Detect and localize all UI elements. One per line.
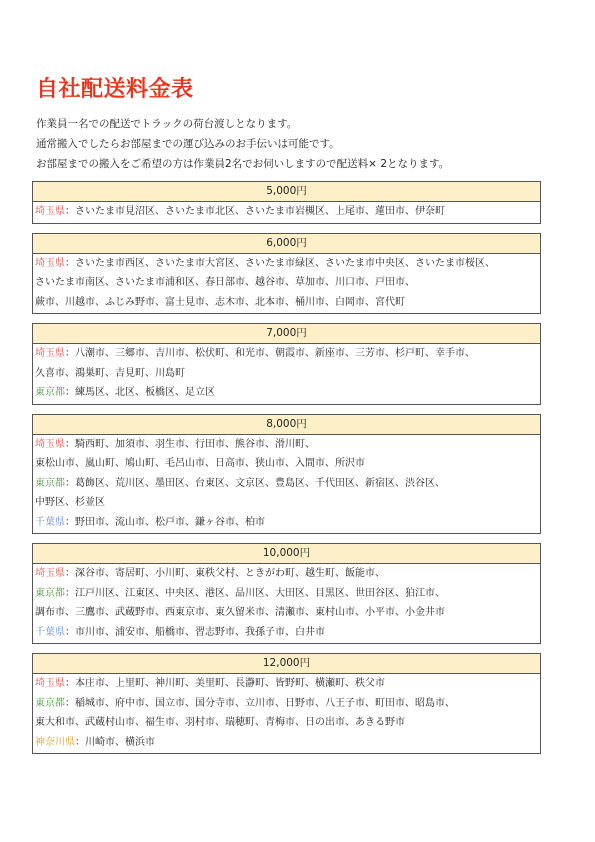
prefecture-label: 千葉県	[35, 626, 65, 638]
area-row	[35, 733, 540, 753]
city-list: ：さいたま市西区、さいたま市大宮区、さいたま市緑区、さいたま市中央区、さいたま市桜区、	[65, 257, 495, 269]
rate-tier-table	[32, 233, 541, 315]
city-list: ：葛飾区、荒川区、墨田区、台東区、文京区、豊島区、千代田区、新宿区、渋谷区、	[65, 477, 445, 489]
page-title: 自社配送料金表	[36, 77, 194, 102]
prefecture-label: 東京都	[35, 477, 65, 489]
area-row	[35, 454, 540, 474]
area-row	[35, 273, 540, 293]
rate-tier-table	[32, 543, 541, 644]
city-list: 久喜市、鴻巣町、吉見町、川島町	[35, 367, 185, 379]
city-list: ：川崎市、横浜市	[75, 736, 155, 748]
prefecture-label: 千葉県	[35, 516, 65, 528]
city-list: ：騎西町、加須市、羽生市、行田市、熊谷市、滑川町、	[65, 438, 315, 450]
area-row	[35, 474, 540, 494]
area-row	[35, 202, 540, 222]
tier-price-header: 12,000円	[33, 654, 540, 674]
tier-price-header: 5,000円	[33, 182, 540, 202]
city-list: 東松山市、嵐山町、鳩山町、毛呂山市、日高市、狭山市、入間市、所沢市	[35, 458, 365, 469]
tier-area-list	[33, 202, 540, 223]
city-list: ：野田市、流山市、松戸市、鎌ヶ谷市、柏市	[65, 516, 265, 528]
tier-area-list	[33, 344, 540, 404]
city-list: ：深谷市、寄居町、小川町、東秩父村、ときがわ町、越生町、飯能市、	[65, 568, 385, 579]
intro-line: 通常搬入でしたらお部屋までの運び込みのお手伝いは可能です。	[36, 138, 340, 150]
prefecture-label: 埼玉県	[35, 568, 65, 579]
area-row	[35, 694, 540, 714]
rate-tier-table	[32, 181, 541, 224]
area-row	[35, 564, 540, 584]
prefecture-label: 東京都	[35, 587, 65, 599]
tier-area-list	[33, 254, 540, 314]
area-row	[35, 513, 540, 533]
area-row	[35, 344, 540, 364]
rate-tier-table	[32, 414, 541, 535]
rate-tables	[32, 181, 541, 763]
rate-tier-table	[32, 653, 541, 754]
tier-price-header: 8,000円	[33, 415, 540, 435]
city-list: 蕨市、川越市、ふじみ野市、富士見市、志木市、北本市、桶川市、白岡市、宮代町	[35, 296, 405, 308]
prefecture-label: 神奈川県	[35, 736, 75, 748]
prefecture-label: 東京都	[35, 697, 65, 709]
area-row	[35, 603, 540, 623]
tier-area-list	[33, 435, 540, 534]
area-row	[35, 584, 540, 604]
area-row	[35, 623, 540, 643]
area-row	[35, 254, 540, 274]
area-row	[35, 493, 540, 513]
tier-price-header: 10,000円	[33, 544, 540, 564]
intro-line: 作業員一名での配送でトラックの荷台渡しとなります。	[36, 118, 298, 130]
prefecture-label: 東京都	[35, 387, 65, 398]
tier-area-list	[33, 674, 540, 753]
city-list: ：さいたま市見沼区、さいたま市北区、さいたま市岩槻区、上尾市、蓮田市、伊奈町	[65, 206, 445, 217]
prefecture-label: 埼玉県	[35, 678, 65, 689]
intro-notes	[36, 114, 566, 174]
city-list: 東大和市、武蔵村山市、福生市、羽村市、瑞穂町、青梅市、日の出市、あきる野市	[35, 717, 405, 728]
prefecture-label: 埼玉県	[35, 348, 65, 359]
tier-price-header: 6,000円	[33, 234, 540, 254]
prefecture-label: 埼玉県	[35, 206, 65, 217]
rate-tier-table	[32, 323, 541, 405]
area-row	[35, 713, 540, 733]
area-row	[35, 293, 540, 313]
city-list: 中野区、杉並区	[35, 497, 105, 508]
city-list: 調布市、三鷹市、武蔵野市、西東京市、東久留米市、清瀬市、東村山市、小平市、小金井市	[35, 607, 445, 618]
area-row	[35, 364, 540, 384]
city-list: ：本庄市、上里町、神川町、美里町、長瀞町、皆野町、横瀬町、秩父市	[65, 678, 385, 689]
tier-area-list	[33, 564, 540, 643]
city-list: ：市川市、浦安市、船橋市、習志野市、我孫子市、白井市	[65, 626, 325, 638]
intro-line: お部屋までの搬入をご希望の方は作業員2名でお伺いしますので配送料× 2となります。	[36, 158, 450, 170]
area-row	[35, 383, 540, 403]
city-list: ：稲城市、府中市、国立市、国分寺市、立川市、日野市、八王子市、町田市、昭島市、	[65, 697, 455, 709]
prefecture-label: 埼玉県	[35, 257, 65, 269]
prefecture-label: 埼玉県	[35, 438, 65, 450]
area-row	[35, 674, 540, 694]
tier-price-header: 7,000円	[33, 324, 540, 344]
city-list: ：八潮市、三郷市、吉川市、松伏町、和光市、朝霞市、新座市、三芳市、杉戸町、幸手市、	[65, 348, 475, 359]
city-list: さいたま市南区、さいたま市浦和区、春日部市、越谷市、草加市、川口市、戸田市、	[35, 277, 415, 288]
area-row	[35, 435, 540, 455]
city-list: ：練馬区、北区、板橋区、足立区	[65, 387, 215, 398]
city-list: ：江戸川区、江東区、中央区、港区、品川区、大田区、目黒区、世田谷区、狛江市、	[65, 587, 445, 599]
